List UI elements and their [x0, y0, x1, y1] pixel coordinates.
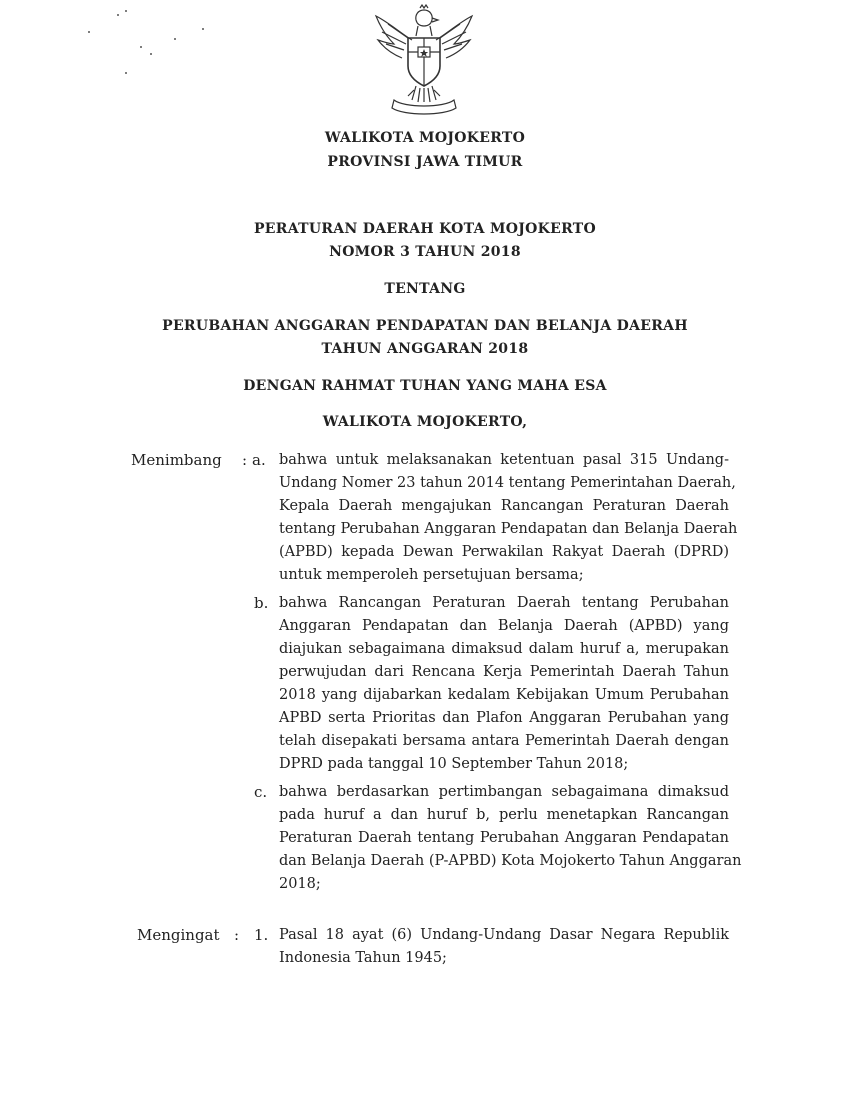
- mengingat-colon: :: [234, 926, 240, 944]
- clause-line: bahwa Rancangan Peraturan Daerah tentang Perubahan: [279, 595, 729, 611]
- clause-line: pada huruf a dan huruf b, perlu menetapkan Rancangan: [279, 807, 729, 823]
- regulation-number: NOMOR 3 TAHUN 2018: [329, 244, 521, 260]
- scan-speck: [125, 72, 127, 74]
- clause-line: bahwa untuk melaksanakan ketentuan pasal 315 Undang-: [279, 452, 729, 468]
- clause-line: Undang Nomer 23 tahun 2014 tentang Pemerintahan Daerah,: [279, 475, 736, 491]
- header-provinsi: PROVINSI JAWA TIMUR: [327, 154, 523, 170]
- scan-speck: [125, 10, 127, 12]
- clause-line: 2018 yang dijabarkan kedalam Kebijakan Umum Perubahan: [279, 687, 729, 703]
- clause-line: Pasal 18 ayat (6) Undang-Undang Dasar Negara Republik: [279, 927, 729, 943]
- clause-line: untuk memperoleh persetujuan bersama;: [279, 567, 584, 583]
- walikota-signatory-heading: WALIKOTA MOJOKERTO,: [322, 414, 528, 430]
- clause-line: bahwa berdasarkan pertimbangan sebagaimana dimaksud: [279, 784, 729, 800]
- regulation-year: TAHUN ANGGARAN 2018: [321, 341, 529, 357]
- clause-line: tentang Perubahan Anggaran Pendapatan dan Belanja Daerah: [279, 521, 738, 537]
- item-marker: a.: [252, 451, 266, 469]
- item-marker: b.: [254, 594, 269, 612]
- header-walikota: WALIKOTA MOJOKERTO: [324, 130, 526, 146]
- garuda-pancasila-emblem-icon: [368, 4, 480, 118]
- clause-line: Anggaran Pendapatan dan Belanja Daerah (APBD) yang: [279, 618, 729, 634]
- clause-line: Indonesia Tahun 1945;: [279, 950, 447, 966]
- scan-speck: [150, 53, 152, 55]
- regulation-subject: PERUBAHAN ANGGARAN PENDAPATAN DAN BELANJA DAERAH: [162, 318, 688, 334]
- clause-line: (APBD) kepada Dewan Perwakilan Rakyat Daerah (DPRD): [279, 544, 729, 560]
- clause-line: telah disepakati bersama antara Pemerintah Daerah dengan: [279, 733, 729, 749]
- tentang-heading: TENTANG: [384, 281, 466, 297]
- clause-line: DPRD pada tanggal 10 September Tahun 2018;: [279, 756, 629, 772]
- clause-line: dan Belanja Daerah (P-APBD) Kota Mojokerto Tahun Anggaran: [279, 853, 742, 869]
- clause-line: Peraturan Daerah tentang Perubahan Anggaran Pendapatan: [279, 830, 729, 846]
- item-marker: 1.: [254, 926, 269, 944]
- mengingat-label: Mengingat: [137, 926, 220, 944]
- regulation-title: PERATURAN DAERAH KOTA MOJOKERTO: [253, 221, 597, 237]
- rahmat-heading: DENGAN RAHMAT TUHAN YANG MAHA ESA: [243, 378, 607, 394]
- scan-speck: [174, 38, 176, 40]
- scan-speck: [117, 14, 119, 16]
- scan-speck: [140, 46, 142, 48]
- scan-speck: [202, 28, 204, 30]
- clause-line: 2018;: [279, 876, 321, 892]
- menimbang-label: Menimbang: [131, 451, 222, 469]
- menimbang-colon: :: [242, 451, 248, 469]
- clause-line: diajukan sebagaimana dimaksud dalam huruf a, merupakan: [279, 641, 729, 657]
- clause-line: Kepala Daerah mengajukan Rancangan Peraturan Daerah: [279, 498, 729, 514]
- item-marker: c.: [254, 783, 268, 801]
- clause-line: perwujudan dari Rencana Kerja Pemerintah Daerah Tahun: [279, 664, 729, 680]
- scan-speck: [88, 31, 90, 33]
- clause-line: APBD serta Prioritas dan Plafon Anggaran Perubahan yang: [279, 710, 729, 726]
